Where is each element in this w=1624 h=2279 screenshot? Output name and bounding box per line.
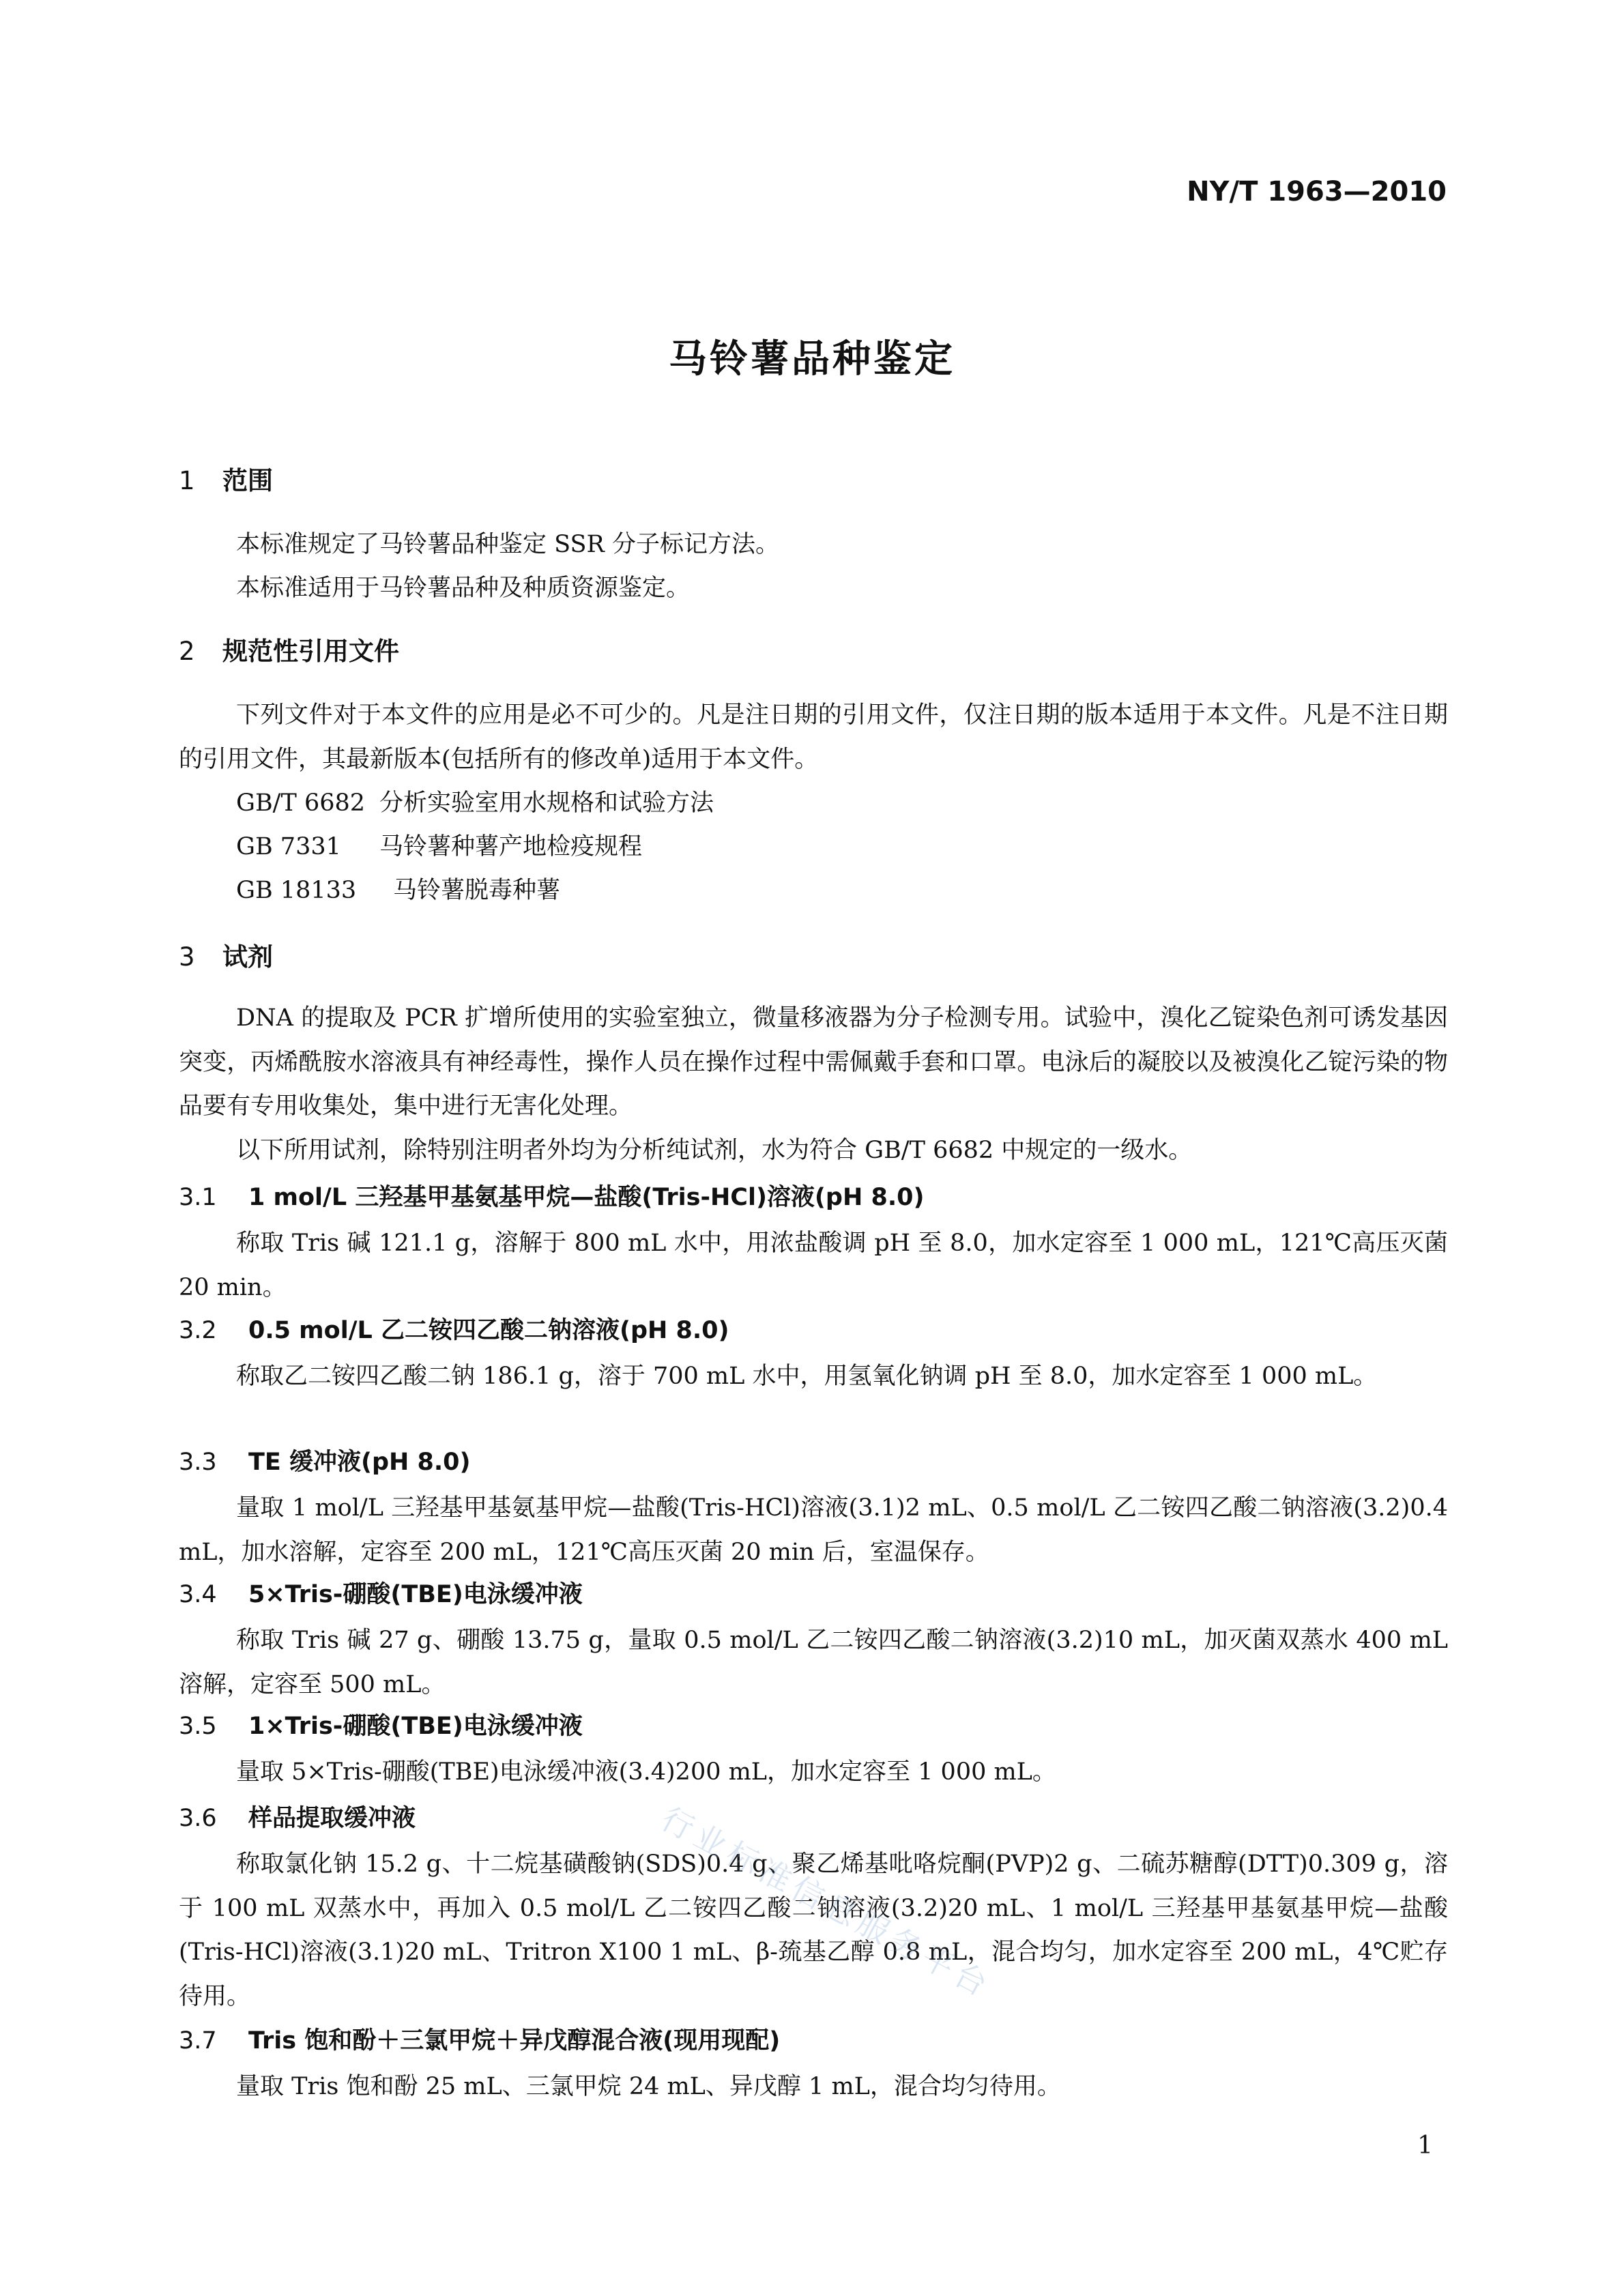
- paragraph: 本标准适用于马铃薯品种及种质资源鉴定。: [236, 575, 691, 602]
- subsection-number: 3.3: [179, 1449, 217, 1476]
- subsection-number: 3.2: [179, 1317, 217, 1344]
- reference-code: GB 18133: [236, 877, 357, 904]
- subsection-heading: [179, 1801, 416, 1835]
- section-number: 1: [179, 466, 195, 495]
- paragraph: 本标准规定了马铃薯品种鉴定 SSR 分子标记方法。: [236, 531, 779, 558]
- paragraph: 称取 Tris 碱 27 g、硼酸 13.75 g，量取 0.5 mol/L 乙二铵四乙酸二钠溶液(3.2)10 mL，加灭菌双蒸水 400 mL 溶解，定容至 500 mL。: [179, 1627, 1448, 1698]
- standard-code: NY/T 1963—2010: [1187, 176, 1447, 207]
- subsection-number: 3.7: [179, 2027, 217, 2055]
- paragraph: 以下所用试剂，除特别注明者外均为分析纯试剂，水为符合 GB/T 6682 中规定的一级水。: [236, 1137, 1193, 1164]
- subsection-heading: [179, 1445, 471, 1479]
- reference-code: GB 7331: [236, 833, 341, 860]
- section-heading-scope: [179, 464, 273, 498]
- subsection-number: 3.4: [179, 1581, 217, 1608]
- reference-name: 马铃薯脱毒种薯: [393, 877, 561, 904]
- section-heading-normative-references: [179, 635, 399, 669]
- paragraph: 称取乙二铵四乙酸二钠 186.1 g，溶于 700 mL 水中，用氢氧化钠调 pH 至 8.0，加水定容至 1 000 mL。: [236, 1363, 1378, 1390]
- section-title: 范围: [222, 466, 273, 495]
- subsection-heading: [179, 1578, 583, 1612]
- section-title: 试剂: [222, 942, 273, 972]
- subsection-heading: [179, 2024, 780, 2058]
- subsection-heading: [179, 1180, 924, 1215]
- reference-item: [236, 830, 642, 864]
- section-heading-reagents: [179, 940, 273, 974]
- section-number: 2: [179, 637, 195, 666]
- subsection-title: TE 缓冲液(pH 8.0): [248, 1449, 471, 1476]
- page-number: 1: [1417, 2132, 1433, 2160]
- subsection-title: Tris 饱和酚＋三氯甲烷＋异戊醇混合液(现用现配): [248, 2027, 781, 2055]
- subsection-heading: [179, 1709, 583, 1743]
- watermark: 行业标准信息服务平台: [655, 1799, 998, 2006]
- paragraph: DNA 的提取及 PCR 扩增所使用的实验室独立，微量移液器为分子检测专用。试验中，溴化乙锭染色剂可诱发基因突变，丙烯酰胺水溶液具有神经毒性，操作人员在操作过程中需佩戴手套和口罩。电泳后的凝胶以及被溴化乙锭污染的物品要有专用收集处，集中进行无害化处理。: [179, 1004, 1448, 1120]
- document-title: 马铃薯品种鉴定: [669, 337, 955, 381]
- subsection-title: 1 mol/L 三羟基甲基氨基甲烷—盐酸(Tris-HCl)溶液(pH 8.0): [248, 1184, 925, 1211]
- section-title: 规范性引用文件: [222, 637, 399, 666]
- subsection-number: 3.1: [179, 1184, 217, 1211]
- subsection-title: 样品提取缓冲液: [248, 1805, 416, 1832]
- paragraph: 称取 Tris 碱 121.1 g，溶解于 800 mL 水中，用浓盐酸调 pH 至 8.0，加水定容至 1 000 mL，121℃高压灭菌 20 min。: [179, 1230, 1448, 1301]
- reference-code: GB/T 6682: [236, 789, 366, 817]
- section-number: 3: [179, 942, 195, 972]
- subsection-number: 3.5: [179, 1713, 217, 1740]
- paragraph: 下列文件对于本文件的应用是必不可少的。凡是注日期的引用文件，仅注日期的版本适用于本文件。凡是不注日期的引用文件，其最新版本(包括所有的修改单)适用于本文件。: [179, 701, 1448, 773]
- subsection-title: 1×Tris-硼酸(TBE)电泳缓冲液: [248, 1713, 583, 1740]
- reference-name: 分析实验室用水规格和试验方法: [379, 789, 714, 817]
- paragraph: 量取 Tris 饱和酚 25 mL、三氯甲烷 24 mL、异戊醇 1 mL，混合均匀待用。: [236, 2073, 1061, 2100]
- reference-name: 马铃薯种薯产地检疫规程: [379, 833, 643, 860]
- reference-item: [236, 873, 560, 908]
- paragraph: 量取 5×Tris-硼酸(TBE)电泳缓冲液(3.4)200 mL，加水定容至 1 000 mL。: [236, 1758, 1056, 1786]
- paragraph: 量取 1 mol/L 三羟基甲基氨基甲烷—盐酸(Tris-HCl)溶液(3.1)2 mL、0.5 mol/L 乙二铵四乙酸二钠溶液(3.2)0.4 mL，加水溶解，定容至 200 mL，121℃高压灭菌 20 min 后，室温保存。: [179, 1494, 1448, 1566]
- subsection-title: 0.5 mol/L 乙二铵四乙酸二钠溶液(pH 8.0): [248, 1317, 729, 1344]
- paragraph: 称取氯化钠 15.2 g、十二烷基磺酸钠(SDS)0.4 g、聚乙烯基吡咯烷酮(PVP)2 g、二硫苏糖醇(DTT)0.309 g，溶于 100 mL 双蒸水中，再加入 0.5 mol/L 乙二铵四乙酸二钠溶液(3.2)20 mL、1 mol/L 三羟基甲基氨基甲烷—盐酸(Tris-HCl)溶液(3.1)20 mL、Tritron X100 1 mL、β-巯基乙醇 0.8 mL，混合均匀，加水定容至 200 mL，4℃贮存待用。: [179, 1850, 1448, 2010]
- reference-item: [236, 786, 714, 820]
- subsection-number: 3.6: [179, 1805, 217, 1832]
- subsection-heading: [179, 1313, 729, 1348]
- subsection-title: 5×Tris-硼酸(TBE)电泳缓冲液: [248, 1581, 583, 1608]
